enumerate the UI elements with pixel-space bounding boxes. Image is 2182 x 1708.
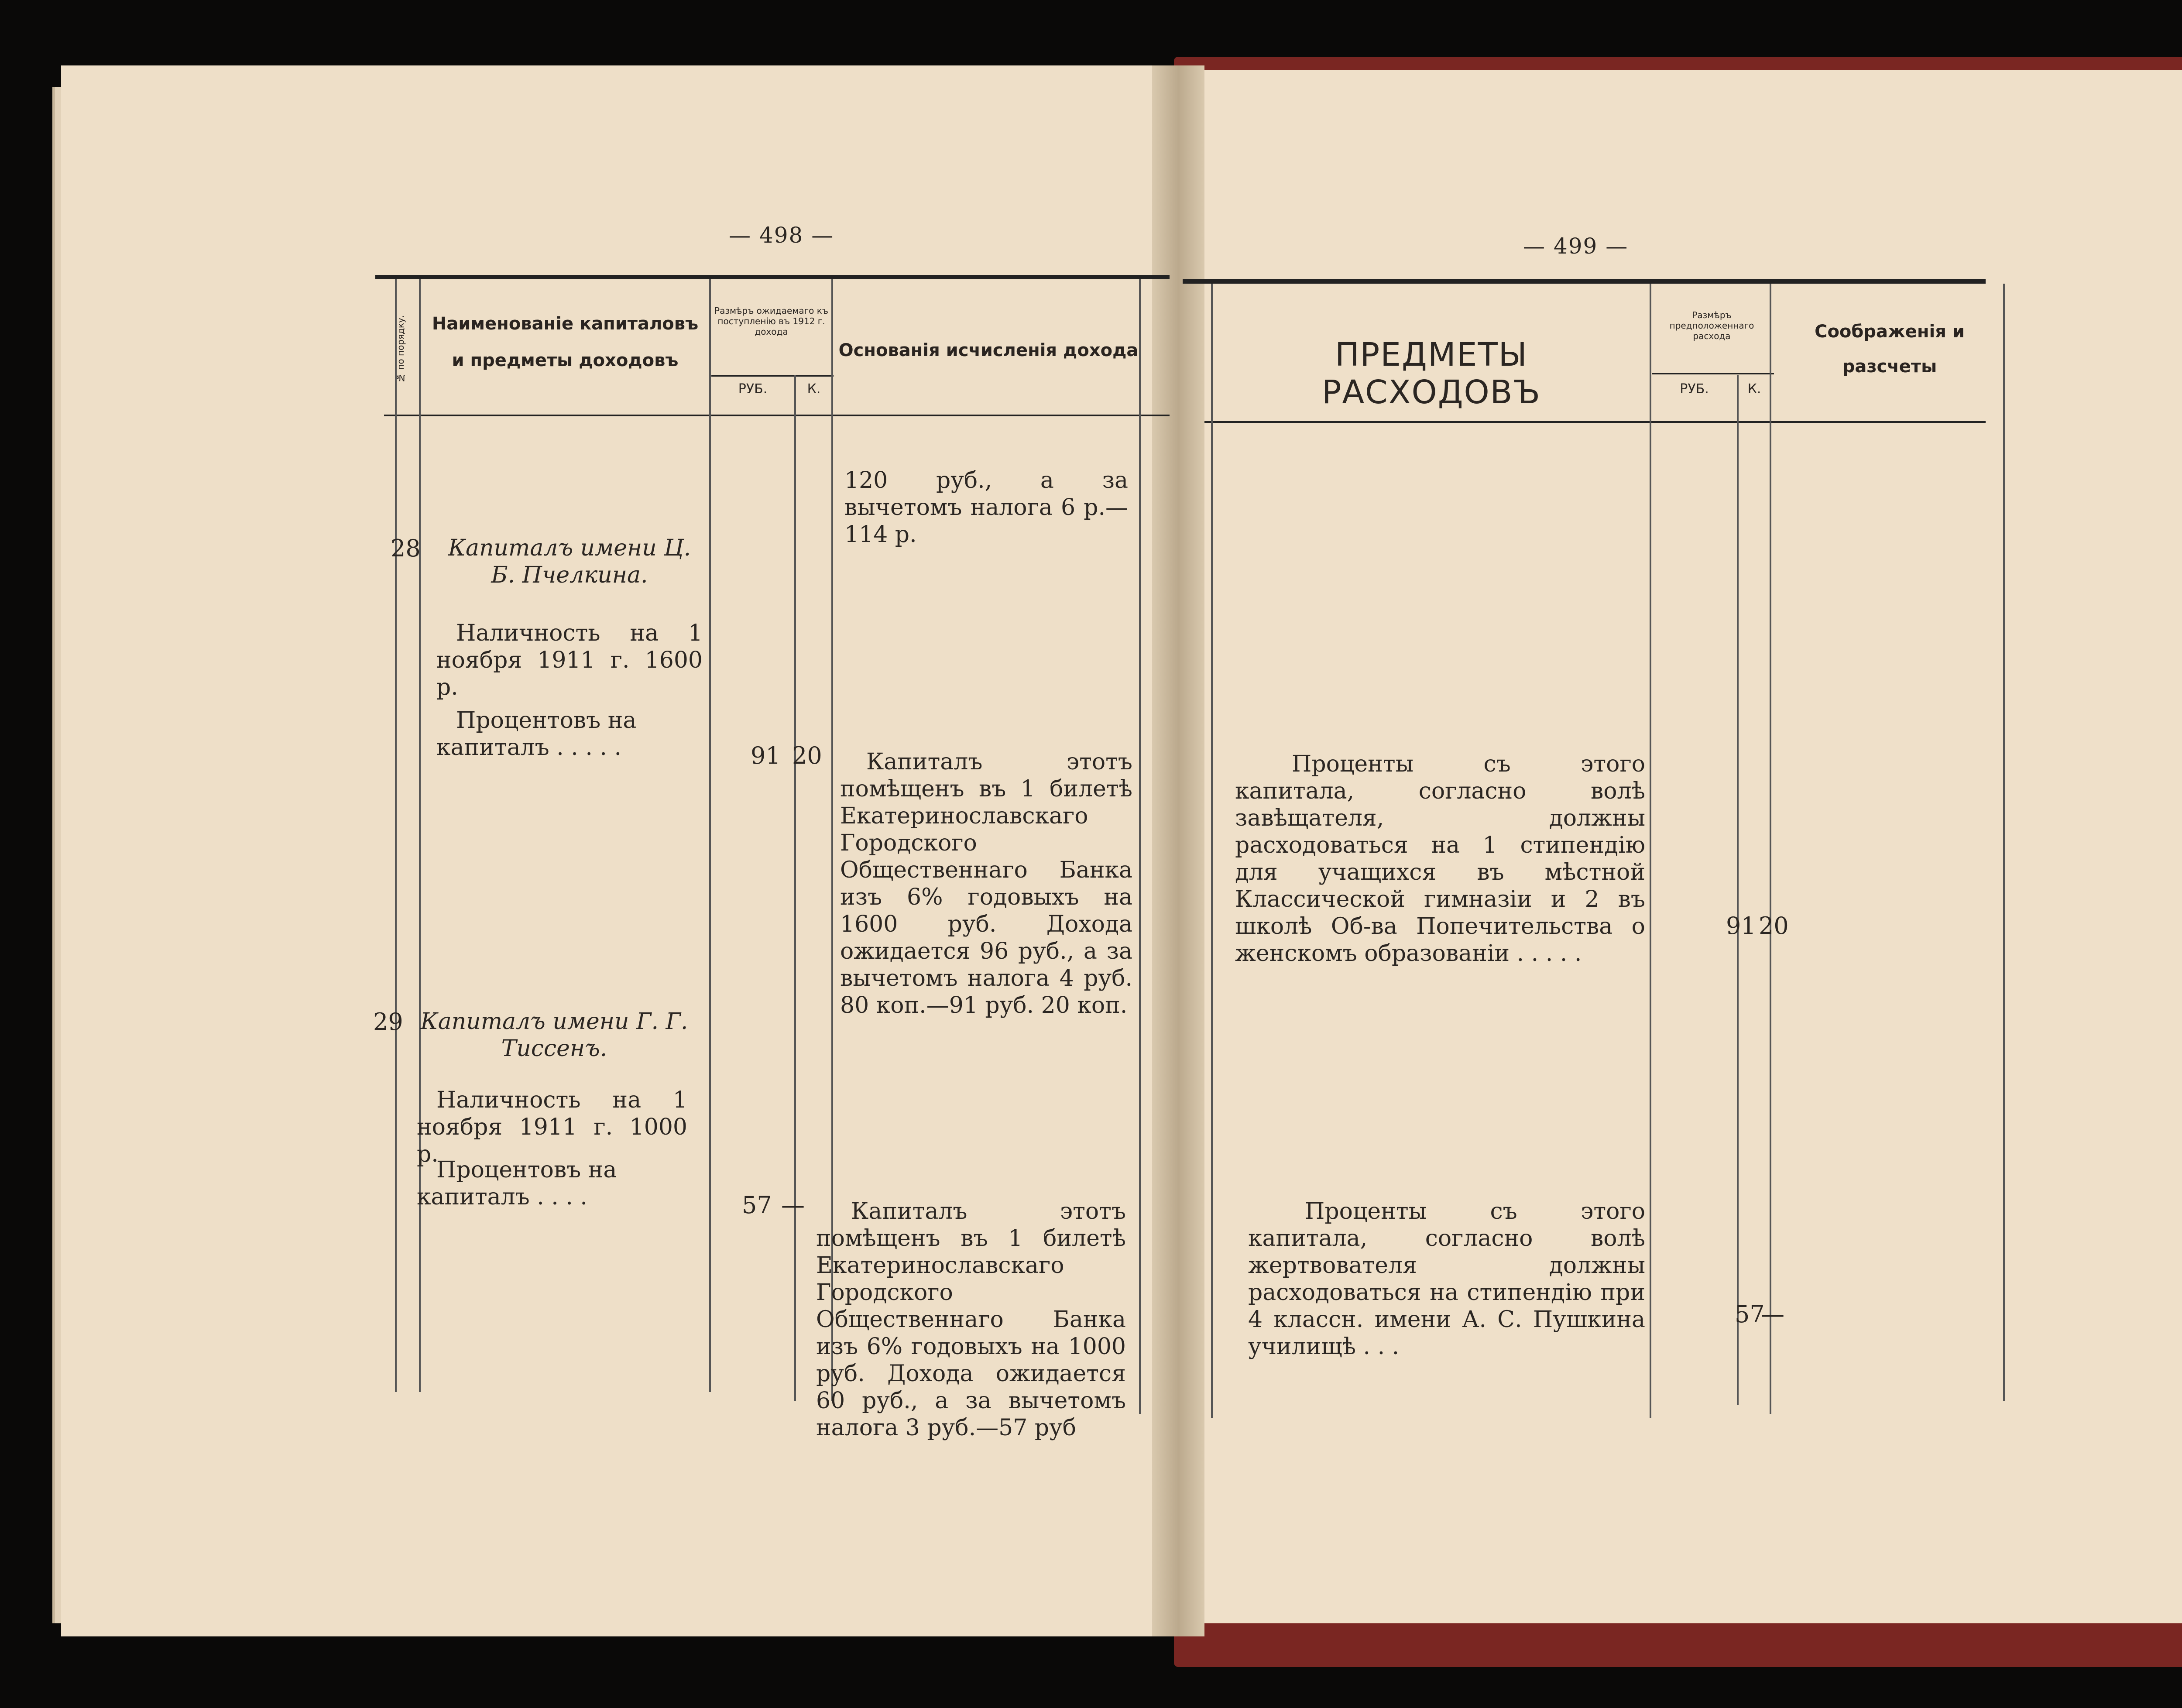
header-rub-right: РУБ. <box>1680 381 1709 397</box>
header-rub-left: РУБ. <box>738 381 768 397</box>
entry-basis: Капиталъ этотъ помѣщенъ въ 1 билетѣ Екатеринославскаго Городского Общественнаго Банка изъ 6% годовыхъ на 1600 руб. Дохода ожидается 96 руб., а за вычетомъ налога 4 руб. 80 коп.—91 руб. 20 коп. <box>840 749 1132 1019</box>
right-col-line-2 <box>1650 284 1651 1418</box>
entry-cash: Наличность на 1 ноября 1911 г. 1600 р. <box>436 620 703 700</box>
header-expense-items: ПРЕДМЕТЫ РАСХОДОВЪ <box>1321 336 1541 411</box>
header-number: № по порядку. <box>395 315 406 384</box>
entry-title: Капиталъ имени Ц. Б. Пчелкина. <box>448 535 691 588</box>
right-page-number: — 499 — <box>1523 233 1629 259</box>
expense-text: Проценты съ этого капитала, согласно волѣ жертвователя должны расходоваться на стипендію при 4 классн. имени А. С. Пушкина училищѣ . . . <box>1248 1198 1645 1360</box>
entry-interest: Процентовъ на капиталъ . . . . . <box>436 707 637 761</box>
header-basis: Основанія исчисленія дохода <box>838 340 1139 360</box>
header-expected-expense: Размѣръ предположеннаго расхода <box>1669 310 1754 341</box>
continuation-basis: 120 руб., а за вычетомъ налога 6 р.—114 р. <box>844 467 1128 548</box>
entry-number: 29 <box>373 1008 403 1036</box>
expense-rub: 57 <box>1735 1300 1765 1328</box>
expense-kop: 20 <box>1759 912 1789 940</box>
right-header-rule <box>1204 421 1986 423</box>
header-kop-right: К. <box>1747 381 1761 397</box>
entry-kop: — <box>781 1191 805 1219</box>
left-col-line-6 <box>1139 279 1141 1414</box>
left-col-line-4 <box>794 375 796 1401</box>
left-size-subrule <box>711 375 834 377</box>
left-col-line-3 <box>709 279 711 1392</box>
left-header-rule <box>384 415 1170 416</box>
right-col-line-4 <box>1770 284 1771 1414</box>
header-considerations: Соображенія и разсчеты <box>1815 322 1965 377</box>
header-capital-names: Наименованіе капиталовъ и предметы доходовъ <box>432 314 699 370</box>
expense-text: Проценты съ этого капитала, согласно волѣ завѣщателя, должны расходоваться на 1 стипендію для учащихся въ мѣстной Классической гимназіи и 2 въ школѣ Об-ва Попечительства о женскомъ образованіи . . . . . <box>1235 751 1645 967</box>
right-table-top-rule <box>1183 279 1986 284</box>
entry-basis: Капиталъ этотъ помѣщенъ въ 1 билетѣ Екатеринославскаго Городского Общественнаго Банка изъ 6% годовыхъ на 1000 руб. Дохода ожидается 60 руб., а за вычетомъ налога 3 руб.—57 руб <box>816 1198 1126 1441</box>
book-gutter <box>1152 65 1204 1636</box>
left-col-line-2 <box>419 279 421 1392</box>
entry-kop: 20 <box>792 742 822 769</box>
left-table-top-rule <box>375 275 1170 279</box>
entry-number: 28 <box>391 535 421 562</box>
left-col-line-1 <box>395 279 397 1392</box>
entry-cash: Наличность на 1 ноября 1911 г. 1000 р. <box>417 1087 687 1167</box>
right-size-subrule <box>1652 373 1774 374</box>
right-col-line-5 <box>2003 284 2005 1401</box>
expense-kop: — <box>1761 1300 1784 1328</box>
entry-title: Капиталъ имени Г. Г. Тиссенъ. <box>420 1008 688 1062</box>
right-col-line-3 <box>1737 375 1739 1405</box>
entry-interest: Процентовъ на капиталъ . . . . <box>417 1157 617 1210</box>
entry-rub: 57 <box>742 1191 772 1219</box>
expense-rub: 91 <box>1726 912 1756 940</box>
left-page-number: — 498 — <box>729 223 834 248</box>
right-col-line-1 <box>1211 284 1213 1418</box>
header-expected-income: Размѣръ ожидаемаго къ поступленію въ 1912 г. дохода <box>714 305 828 337</box>
header-kop-left: К. <box>807 381 821 397</box>
entry-rub: 91 <box>751 742 781 769</box>
